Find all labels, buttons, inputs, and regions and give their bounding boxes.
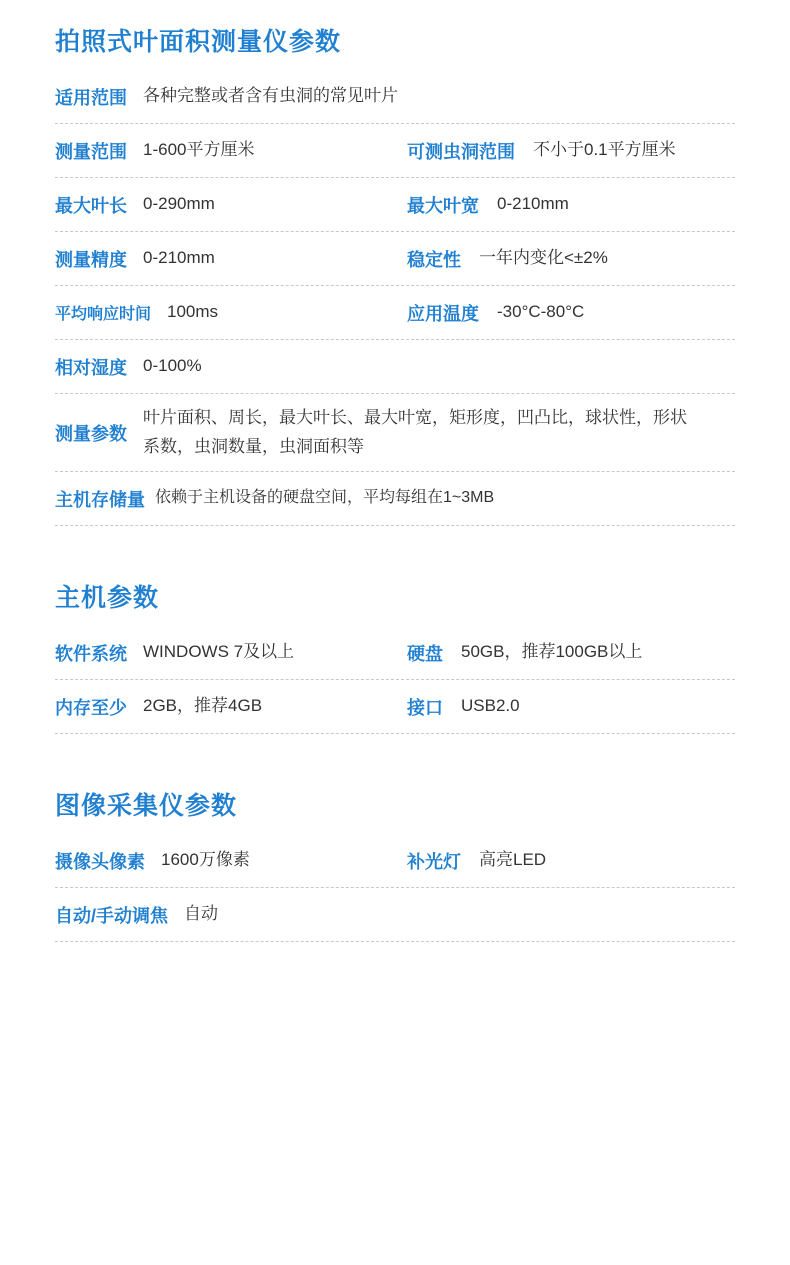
spec-label: 最大叶长 bbox=[55, 195, 127, 216]
spec-value: 依赖于主机设备的硬盘空间，平均每组在1~3MB bbox=[155, 489, 495, 507]
section-spacer bbox=[55, 734, 735, 768]
spec-value: 一年内变化<±2% bbox=[479, 248, 608, 268]
spec-label: 测量范围 bbox=[55, 141, 127, 162]
spec-pair-right bbox=[407, 245, 735, 271]
table-row bbox=[55, 178, 735, 232]
spec-value: 1-600平方厘米 bbox=[143, 140, 255, 160]
spec-label: 可测虫洞范围 bbox=[407, 141, 515, 162]
spec-label-cell bbox=[55, 902, 168, 928]
spec-value: 叶片面积、周长，最大叶长、最大叶宽，矩形度，凹凸比，球状性，形状系数，虫洞数量，虫洞面积等 bbox=[143, 407, 687, 456]
spec-table-camera bbox=[55, 834, 735, 942]
spec-label: 主机存储量 bbox=[55, 489, 145, 510]
spec-label: 测量精度 bbox=[55, 249, 127, 270]
section-spacer bbox=[55, 526, 735, 560]
spec-label: 稳定性 bbox=[407, 249, 461, 270]
spec-pair-right bbox=[407, 191, 735, 217]
spec-pair-left bbox=[55, 137, 407, 163]
spec-value: 1600万像素 bbox=[161, 850, 250, 870]
spec-pair-left bbox=[55, 847, 407, 873]
spec-label: 相对湿度 bbox=[55, 357, 127, 378]
spec-value: 2GB，推荐4GB bbox=[143, 696, 263, 716]
table-row bbox=[55, 340, 735, 394]
table-row bbox=[55, 124, 735, 178]
spec-value: -30°C-80°C bbox=[497, 302, 585, 322]
spec-value-cell bbox=[143, 404, 703, 462]
spec-pair-left bbox=[55, 299, 407, 325]
spec-label: 应用温度 bbox=[407, 303, 479, 324]
spec-pair-right bbox=[407, 299, 735, 325]
spec-table-host bbox=[55, 626, 735, 734]
spec-value: 0-210mm bbox=[497, 194, 569, 214]
spec-value-cell bbox=[143, 353, 202, 379]
spec-label-cell bbox=[55, 486, 145, 512]
spec-pair-right bbox=[407, 639, 735, 665]
section-title-host-params: 主机参数 bbox=[55, 584, 160, 612]
spec-value-cell bbox=[184, 901, 218, 927]
table-row bbox=[55, 626, 735, 680]
spec-label: 最大叶宽 bbox=[407, 195, 479, 216]
table-row bbox=[55, 70, 735, 124]
table-row bbox=[55, 394, 735, 472]
spec-value: 自动 bbox=[184, 904, 219, 924]
spec-label: 平均响应时间 bbox=[55, 306, 152, 323]
spec-value: 0-290mm bbox=[143, 194, 215, 214]
table-row bbox=[55, 888, 735, 942]
spec-value: 100ms bbox=[167, 302, 219, 322]
spec-label: 接口 bbox=[407, 697, 443, 718]
spec-pair-right bbox=[407, 847, 735, 873]
table-row bbox=[55, 472, 735, 526]
spec-value: 0-210mm bbox=[143, 248, 215, 268]
spec-pair-left bbox=[55, 639, 407, 665]
spec-label: 测量参数 bbox=[55, 423, 127, 444]
spec-value: 高亮LED bbox=[479, 850, 547, 870]
table-row bbox=[55, 286, 735, 340]
spec-label-cell bbox=[55, 420, 127, 446]
section-title-device-params: 拍照式叶面积测量仪参数 bbox=[55, 28, 342, 56]
spec-label-cell bbox=[55, 84, 127, 110]
spec-pair-left bbox=[55, 191, 407, 217]
spec-label-cell bbox=[55, 354, 127, 380]
spec-pair-right bbox=[407, 137, 735, 163]
spec-label: 软件系统 bbox=[55, 643, 127, 664]
spec-value: USB2.0 bbox=[461, 696, 520, 716]
spec-value-cell bbox=[143, 83, 398, 109]
spec-value: WINDOWS 7及以上 bbox=[143, 642, 295, 662]
table-row bbox=[55, 232, 735, 286]
spec-label: 自动/手动调焦 bbox=[55, 905, 169, 926]
spec-value: 0-100% bbox=[143, 356, 202, 376]
spec-pair-right bbox=[407, 693, 735, 719]
spec-table-device bbox=[55, 70, 735, 526]
spec-pair-left bbox=[55, 245, 407, 271]
section-title-camera-params: 图像采集仪参数 bbox=[55, 792, 238, 820]
spec-value: 各种完整或者含有虫洞的常见叶片 bbox=[143, 86, 398, 106]
spec-label: 内存至少 bbox=[55, 697, 127, 718]
spec-value-cell bbox=[155, 486, 494, 511]
spec-value: 不小于0.1平方厘米 bbox=[533, 140, 676, 160]
table-row bbox=[55, 834, 735, 888]
spec-value: 50GB，推荐100GB以上 bbox=[461, 642, 643, 662]
spec-label: 适用范围 bbox=[55, 87, 127, 108]
table-row bbox=[55, 680, 735, 734]
spec-label: 补光灯 bbox=[407, 851, 461, 872]
spec-label: 摄像头像素 bbox=[55, 851, 145, 872]
spec-label: 硬盘 bbox=[407, 643, 443, 664]
spec-pair-left bbox=[55, 693, 407, 719]
